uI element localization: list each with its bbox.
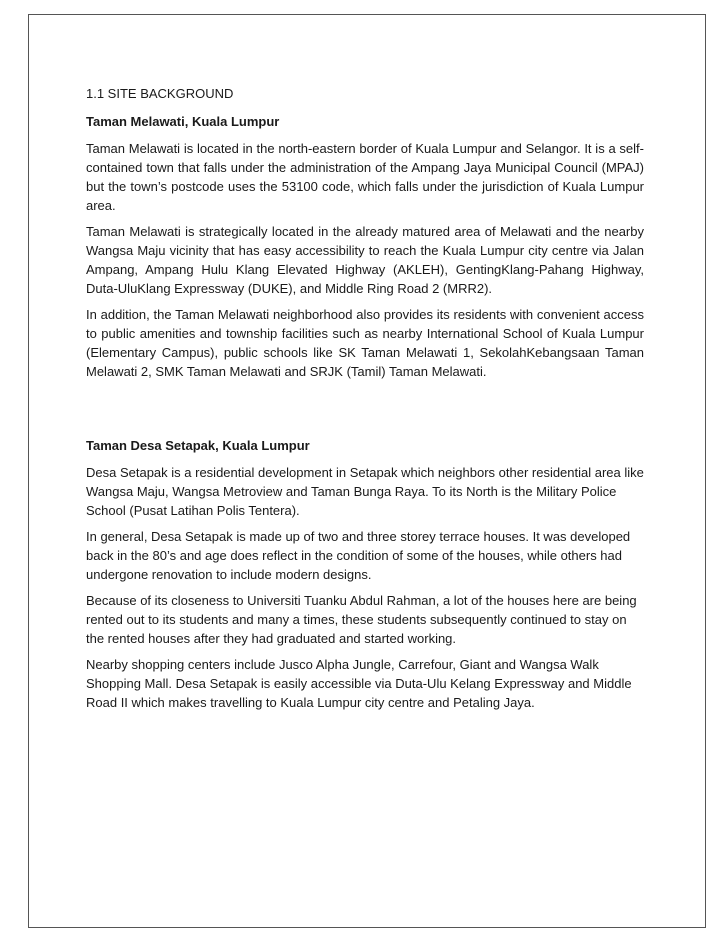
document-body [86, 84, 644, 719]
paragraph: Taman Melawati is strategically located in the already matured area of Melawati and the nearby Wangsa Maju vicinity that has easy accessibility to reach the Kuala Lumpur city centre via Jalan Ampang, Ampang Hulu Klang Elevated Highway (AKLEH), GentingKlang-Pahang Highway, Duta-UluKlang Expressway (DUKE), and Middle Ring Road 2 (MRR2). [86, 224, 644, 296]
paragraph: In addition, the Taman Melawati neighborhood also provides its residents with convenient access to public amenities and township facilities such as nearby International School of Kuala Lumpur (Elementary Campus), public schools like SK Taman Melawati 1, SekolahKebangsaan Taman Melawati 2, SMK Taman Melawati and SRJK (Tamil) Taman Melawati. [86, 307, 644, 379]
paragraph: Nearby shopping centers include Jusco Alpha Jungle, Carrefour, Giant and Wangsa Walk Shopping Mall. Desa Setapak is easily accessible via Duta-Ulu Kelang Expressway and Middle Road II which makes travelling to Kuala Lumpur city centre and Petaling Jaya. [86, 657, 632, 710]
section-spacer [86, 388, 644, 436]
paragraph: Taman Melawati is located in the north-eastern border of Kuala Lumpur and Selangor. It is a self-contained town that falls under the administration of the Ampang Jaya Municipal Council (MPAJ) but the town’s postcode uses the 53100 code, which falls under the jurisdiction of Kuala Lumpur area. [86, 141, 644, 213]
section-heading: Taman Desa Setapak, Kuala Lumpur [86, 438, 310, 453]
paragraph: Because of its closeness to Universiti Tuanku Abdul Rahman, a lot of the houses here are being rented out to its students and many a times, these students subsequently continued to stay on the rented houses after they had graduated and started working. [86, 593, 637, 646]
section-title: 1.1 SITE BACKGROUND [86, 86, 234, 101]
paragraph: Desa Setapak is a residential development in Setapak which neighbors other residential area like Wangsa Maju, Wangsa Metroview and Taman Bunga Raya. To its North is the Military Police School (Pusat Latihan Polis Tentera). [86, 465, 644, 518]
paragraph: In general, Desa Setapak is made up of two and three storey terrace houses. It was developed back in the 80’s and age does reflect in the condition of some of the houses, while others had undergone renovation to include modern designs. [86, 529, 631, 582]
section-taman-desa-setapak [86, 436, 644, 712]
section-taman-melawati [86, 112, 644, 381]
section-heading: Taman Melawati, Kuala Lumpur [86, 114, 280, 129]
